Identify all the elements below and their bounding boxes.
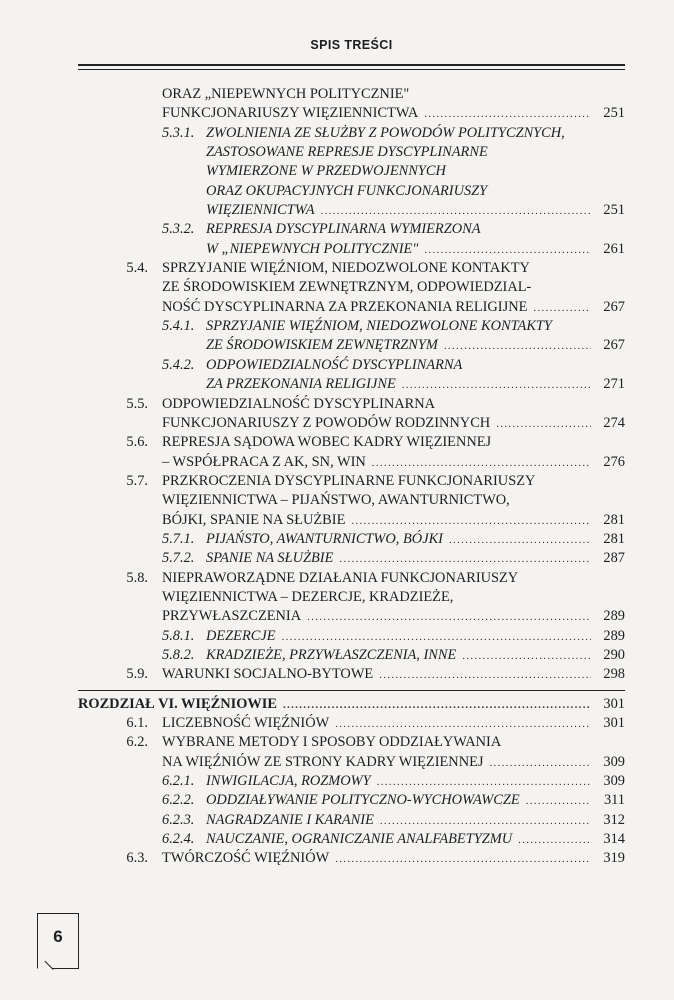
toc-page-number: 312	[603, 811, 625, 828]
toc-line	[78, 201, 625, 220]
toc-number: 6.2.2.	[162, 792, 195, 809]
dot-leader	[283, 696, 591, 715]
toc-section[interactable]	[78, 569, 625, 627]
toc-page-number: 314	[603, 831, 625, 848]
toc-line	[78, 395, 625, 414]
toc-line	[78, 414, 625, 433]
page-number: 6	[53, 927, 63, 946]
toc-title-text: WIĘZIENNICTWA	[206, 202, 315, 219]
toc-line	[78, 162, 625, 181]
toc-line	[78, 317, 625, 336]
toc-page-number: 301	[603, 715, 625, 731]
toc-line	[78, 530, 625, 549]
toc-subsection[interactable]	[78, 646, 625, 665]
toc-number: 6.2.4.	[162, 831, 195, 848]
toc-line	[78, 549, 625, 568]
toc-line	[78, 607, 625, 626]
toc-section[interactable]	[78, 733, 625, 772]
toc-subsection[interactable]	[78, 356, 625, 395]
dot-leader	[526, 792, 591, 811]
dot-leader	[377, 773, 591, 792]
toc-title-text: ZASTOSOWANE REPRESJE DYSCYPLINARNE	[206, 144, 488, 161]
toc-number: 5.4.	[126, 260, 148, 277]
toc-section[interactable]	[78, 714, 625, 733]
header-rule-thick	[78, 64, 625, 66]
toc-title-text: DEZERCJE	[206, 627, 276, 644]
toc-title-text: LICZEBNOŚĆ WIĘŹNIÓW	[162, 715, 330, 731]
toc-page-number: 309	[603, 773, 625, 790]
toc-page-number: 261	[603, 240, 625, 257]
toc-line	[78, 278, 625, 297]
toc-subsection[interactable]	[78, 530, 625, 549]
toc-subsection[interactable]	[78, 317, 625, 356]
toc-line	[78, 298, 625, 317]
toc-number: 5.4.2.	[162, 356, 195, 373]
toc-title-text: NOŚĆ DYSCYPLINARNA ZA PRZEKONANIA RELIGIJNE	[162, 298, 528, 315]
toc-line	[78, 336, 625, 355]
toc-title-text: ODDZIAŁYWANIE POLITYCZNO-WYCHOWAWCZE	[206, 792, 520, 809]
toc-line	[78, 104, 625, 123]
toc-number: 5.5.	[126, 395, 148, 412]
toc-page-number: 298	[603, 666, 625, 683]
toc-title-text: WIĘZIENNICTWA – PIJAŃSTWO, AWANTURNICTWO,	[162, 492, 510, 509]
table-of-contents	[78, 85, 625, 869]
toc-subsection[interactable]	[78, 791, 625, 810]
toc-line	[78, 85, 625, 104]
toc-number: 5.3.2.	[162, 221, 195, 238]
toc-title-text: ZE ŚRODOWISKIEM ZEWNĘTRZNYM	[206, 337, 438, 354]
section-divider	[78, 690, 625, 691]
toc-title-text: NA WIĘŹNIÓW ZE STRONY KADRY WIĘZIENNEJ	[162, 753, 484, 770]
toc-number: 5.9.	[126, 666, 148, 683]
running-header: SPIS TREŚCI	[310, 38, 393, 52]
toc-line	[78, 124, 625, 143]
toc-section[interactable]	[78, 665, 625, 684]
dot-leader	[351, 512, 591, 531]
toc-line	[78, 220, 625, 239]
toc-number: 5.7.	[126, 472, 148, 489]
toc-title-text: SPRZYJANIE WIĘŹNIOM, NIEDOZWOLONE KONTAKTY	[162, 260, 530, 277]
toc-title-text: SPANIE NA SŁUŻBIE	[206, 550, 334, 567]
toc-section[interactable]	[78, 849, 625, 868]
dot-leader	[339, 550, 591, 569]
toc-subsection[interactable]	[78, 830, 625, 849]
toc-title-text: ODPOWIEDZIALNOŚĆ DYSCYPLINARNA	[206, 356, 463, 373]
toc-title-text: REPRESJA DYSCYPLINARNA WYMIERZONA	[206, 221, 481, 238]
toc-page-number: 276	[603, 453, 625, 470]
toc-page-number: 267	[603, 298, 625, 315]
dot-leader	[496, 415, 591, 434]
dot-leader	[321, 202, 591, 221]
toc-title-text: ZE ŚRODOWISKIEM ZEWNĘTRZNYM, ODPOWIEDZIAL-	[162, 279, 532, 296]
dot-leader	[424, 241, 591, 260]
toc-title-text: NAGRADZANIE I KARANIE	[206, 811, 374, 828]
toc-number: 6.2.1.	[162, 773, 195, 790]
toc-title-text: ORAZ OKUPACYJNYCH FUNKCJONARIUSZY	[206, 182, 488, 199]
toc-line	[78, 733, 625, 752]
dot-leader	[444, 337, 591, 356]
toc-page-number: 281	[603, 511, 625, 528]
toc-title-text: REPRESJA SĄDOWA WOBEC KADRY WIĘZIENNEJ	[162, 434, 492, 451]
toc-line	[78, 433, 625, 452]
toc-line	[78, 356, 625, 375]
toc-section[interactable]	[78, 395, 625, 434]
toc-line	[78, 569, 625, 588]
toc-number: 6.1.	[126, 715, 148, 731]
toc-number: 5.6.	[126, 434, 148, 451]
toc-number: 5.7.2.	[162, 550, 195, 567]
toc-line	[78, 143, 625, 162]
toc-line	[78, 753, 625, 772]
dot-leader	[335, 715, 591, 734]
toc-line	[78, 665, 625, 684]
toc-title-text: KRADZIEŻE, PRZYWŁASZCZENIA, INNE	[206, 646, 457, 663]
toc-title-text: ROZDZIAŁ VI. WIĘŹNIOWIE	[78, 695, 277, 712]
dot-leader	[518, 831, 591, 850]
toc-number: 5.8.2.	[162, 646, 195, 663]
page-number-box	[37, 913, 79, 969]
toc-subsection[interactable]	[78, 220, 625, 259]
header-rule-thin	[78, 69, 625, 70]
toc-title-text: WIĘZIENNICTWA – DEZERCJE, KRADZIEŻE,	[162, 588, 454, 605]
toc-line	[78, 627, 625, 646]
dot-leader	[282, 628, 591, 647]
toc-line	[78, 772, 625, 791]
dot-leader	[489, 754, 591, 773]
toc-title-text: FUNKCJONARIUSZY WIĘZIENNICTWA	[162, 105, 419, 122]
toc-line	[78, 240, 625, 259]
toc-title-text: WARUNKI SOCJALNO-BYTOWE	[162, 666, 374, 683]
toc-line	[78, 511, 625, 530]
toc-title-text: ORAZ „NIEPEWNYCH POLITYCZNIE"	[162, 86, 410, 102]
toc-number: 5.4.1.	[162, 318, 195, 335]
toc-subsection[interactable]	[78, 549, 625, 568]
toc-subsection[interactable]	[78, 811, 625, 830]
dot-leader	[307, 608, 591, 627]
toc-line	[78, 453, 625, 472]
toc-page-number: 301	[603, 695, 625, 712]
toc-title-text: BÓJKI, SPANIE NA SŁUŻBIE	[162, 511, 346, 528]
toc-title-text: PIJAŃSTO, AWANTURNICTWO, BÓJKI	[206, 530, 443, 547]
toc-page-number: 251	[603, 202, 625, 219]
toc-line	[78, 811, 625, 830]
toc-line	[78, 849, 625, 868]
toc-title-text: SPRZYJANIE WIĘŹNIOM, NIEDOZWOLONE KONTAKTY	[206, 318, 552, 335]
toc-number: 5.7.1.	[162, 530, 195, 547]
toc-title-text: WYMIERZONE W PRZEDWOJENNYCH	[206, 163, 446, 180]
toc-title-text: NAUCZANIE, OGRANICZANIE ANALFABETYZMU	[206, 831, 513, 848]
toc-number: 6.2.	[126, 734, 148, 751]
toc-page-number: 267	[603, 337, 625, 354]
toc-line	[78, 695, 625, 714]
toc-number: 5.8.1.	[162, 627, 195, 644]
toc-section[interactable]	[78, 259, 625, 317]
dot-leader	[372, 454, 591, 473]
dot-leader	[462, 647, 591, 666]
toc-number: 6.3.	[126, 850, 148, 867]
toc-section[interactable]	[78, 85, 625, 124]
toc-page-number: 290	[603, 646, 625, 663]
dot-leader	[424, 105, 591, 124]
toc-line	[78, 491, 625, 510]
toc-page-number: 319	[603, 850, 625, 867]
dot-leader	[402, 376, 591, 395]
toc-title-text: ZWOLNIENIA ZE SŁUŻBY Z POWODÓW POLITYCZNYCH,	[206, 124, 565, 141]
toc-line	[78, 472, 625, 491]
toc-chapter[interactable]	[78, 695, 625, 714]
toc-title-text: ZA PRZEKONANIA RELIGIJNE	[206, 376, 396, 393]
toc-line	[78, 182, 625, 201]
toc-page-number: 271	[603, 376, 625, 393]
toc-page-number: 274	[603, 414, 625, 431]
toc-subsection[interactable]	[78, 124, 625, 221]
toc-title-text: PRZKROCZENIA DYSCYPLINARNE FUNKCJONARIUSZY	[162, 472, 536, 489]
toc-title-text: W „NIEPEWNYCH POLITYCZNIE"	[206, 240, 419, 257]
toc-page-number: 251	[603, 105, 625, 122]
toc-title-text: NIEPRAWORZĄDNE DZIAŁANIA FUNKCJONARIUSZY	[162, 569, 519, 586]
toc-section[interactable]	[78, 433, 625, 472]
toc-number: 5.8.	[126, 569, 148, 586]
dot-leader	[449, 531, 591, 550]
toc-page-number: 289	[603, 608, 625, 625]
toc-line	[78, 714, 625, 733]
toc-line	[78, 646, 625, 665]
toc-title-text: INWIGILACJA, ROZMOWY	[206, 773, 371, 790]
toc-title-text: PRZYWŁASZCZENIA	[162, 608, 302, 625]
toc-title-text: TWÓRCZOŚĆ WIĘŹNIÓW	[162, 850, 330, 867]
toc-title-text: FUNKCJONARIUSZY Z POWODÓW RODZINNYCH	[162, 414, 491, 431]
toc-page-number: 281	[603, 530, 625, 547]
toc-page-number: 309	[603, 753, 625, 770]
toc-title-text: ODPOWIEDZIALNOŚĆ DYSCYPLINARNA	[162, 395, 436, 412]
toc-line	[78, 259, 625, 278]
toc-subsection[interactable]	[78, 627, 625, 646]
toc-line	[78, 375, 625, 394]
toc-page-number: 311	[603, 792, 625, 809]
toc-line	[78, 830, 625, 849]
dot-leader	[379, 666, 591, 685]
toc-page-number: 289	[603, 627, 625, 644]
toc-number: 6.2.3.	[162, 811, 195, 828]
toc-title-text: WYBRANE METODY I SPOSOBY ODDZIAŁYWANIA	[162, 734, 502, 751]
toc-title-text: – WSPÓŁPRACA Z AK, SN, WIN	[162, 453, 366, 470]
toc-page-number: 287	[603, 550, 625, 567]
toc-number: 5.3.1.	[162, 124, 195, 141]
toc-line	[78, 588, 625, 607]
toc-section[interactable]	[78, 472, 625, 530]
dot-leader	[533, 299, 591, 318]
toc-subsection[interactable]	[78, 772, 625, 791]
toc-line	[78, 791, 625, 810]
dot-leader	[380, 812, 591, 831]
dot-leader	[335, 850, 591, 869]
